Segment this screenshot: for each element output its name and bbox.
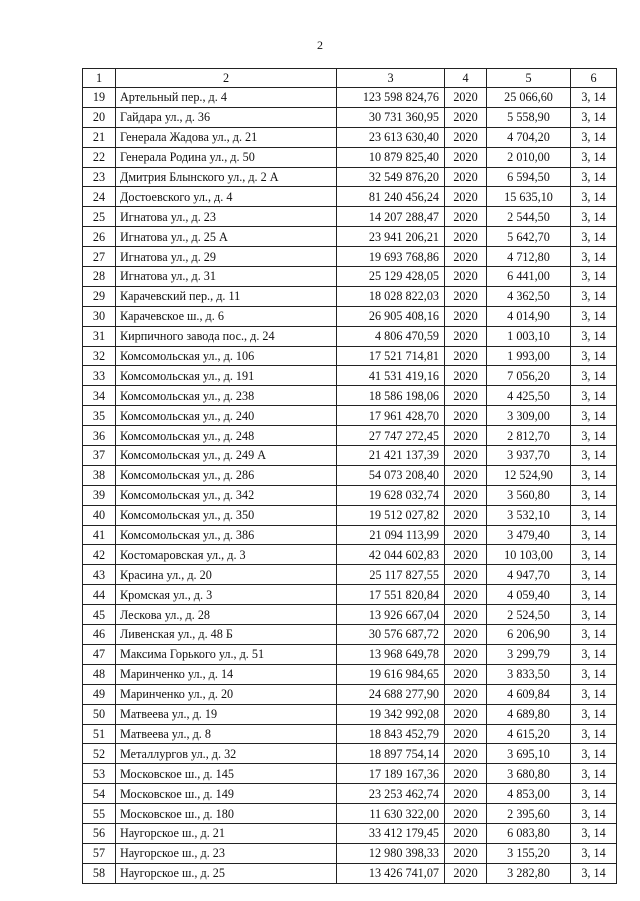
header-col-2: 2 (116, 69, 337, 88)
code-cell: 3, 14 (571, 724, 617, 744)
address-cell: Комсомольская ул., д. 249 А (116, 446, 337, 466)
row-number-cell: 19 (83, 88, 116, 108)
cost-cell: 25 117 827,55 (337, 565, 445, 585)
area-cell: 4 947,70 (487, 565, 571, 585)
row-number-cell: 45 (83, 605, 116, 625)
address-cell: Генерала Родина ул., д. 50 (116, 147, 337, 167)
year-cell: 2020 (445, 207, 487, 227)
code-cell: 3, 14 (571, 107, 617, 127)
table-row (83, 107, 617, 127)
year-cell: 2020 (445, 406, 487, 426)
table-row (83, 744, 617, 764)
header-col-6: 6 (571, 69, 617, 88)
address-cell: Красина ул., д. 20 (116, 565, 337, 585)
code-cell: 3, 14 (571, 306, 617, 326)
year-cell: 2020 (445, 764, 487, 784)
cost-cell: 17 961 428,70 (337, 406, 445, 426)
code-cell: 3, 14 (571, 585, 617, 605)
code-cell: 3, 14 (571, 804, 617, 824)
area-cell: 5 558,90 (487, 107, 571, 127)
row-number-cell: 26 (83, 227, 116, 247)
address-cell: Карачевский пер., д. 11 (116, 286, 337, 306)
code-cell: 3, 14 (571, 286, 617, 306)
code-cell: 3, 14 (571, 88, 617, 108)
table-row (83, 585, 617, 605)
address-table (82, 68, 617, 884)
row-number-cell: 42 (83, 545, 116, 565)
cost-cell: 13 926 667,04 (337, 605, 445, 625)
row-number-cell: 38 (83, 465, 116, 485)
area-cell: 4 425,50 (487, 386, 571, 406)
year-cell: 2020 (445, 684, 487, 704)
table-row (83, 167, 617, 187)
table-row (83, 88, 617, 108)
cost-cell: 19 512 027,82 (337, 505, 445, 525)
area-cell: 3 309,00 (487, 406, 571, 426)
address-cell: Московское ш., д. 145 (116, 764, 337, 784)
year-cell: 2020 (445, 465, 487, 485)
cost-cell: 54 073 208,40 (337, 465, 445, 485)
address-cell: Комсомольская ул., д. 191 (116, 366, 337, 386)
cost-cell: 25 129 428,05 (337, 267, 445, 287)
row-number-cell: 24 (83, 187, 116, 207)
cost-cell: 18 897 754,14 (337, 744, 445, 764)
cost-cell: 21 094 113,99 (337, 525, 445, 545)
area-cell: 3 299,79 (487, 644, 571, 664)
address-cell: Игнатова ул., д. 31 (116, 267, 337, 287)
year-cell: 2020 (445, 286, 487, 306)
table-row (83, 545, 617, 565)
year-cell: 2020 (445, 545, 487, 565)
address-cell: Карачевское ш., д. 6 (116, 306, 337, 326)
year-cell: 2020 (445, 724, 487, 744)
address-cell: Костомаровская ул., д. 3 (116, 545, 337, 565)
cost-cell: 81 240 456,24 (337, 187, 445, 207)
cost-cell: 30 576 687,72 (337, 625, 445, 645)
table-row (83, 704, 617, 724)
table-row (83, 525, 617, 545)
area-cell: 3 479,40 (487, 525, 571, 545)
year-cell: 2020 (445, 784, 487, 804)
cost-cell: 123 598 824,76 (337, 88, 445, 108)
address-cell: Лескова ул., д. 28 (116, 605, 337, 625)
address-cell: Маринченко ул., д. 20 (116, 684, 337, 704)
cost-cell: 41 531 419,16 (337, 366, 445, 386)
table-row (83, 286, 617, 306)
table-row (83, 227, 617, 247)
cost-cell: 21 421 137,39 (337, 446, 445, 466)
cost-cell: 19 616 984,65 (337, 664, 445, 684)
table-row (83, 446, 617, 466)
code-cell: 3, 14 (571, 485, 617, 505)
area-cell: 4 014,90 (487, 306, 571, 326)
year-cell: 2020 (445, 167, 487, 187)
area-cell: 2 812,70 (487, 426, 571, 446)
code-cell: 3, 14 (571, 346, 617, 366)
code-cell: 3, 14 (571, 505, 617, 525)
cost-cell: 24 688 277,90 (337, 684, 445, 704)
code-cell: 3, 14 (571, 863, 617, 883)
year-cell: 2020 (445, 386, 487, 406)
table-row (83, 605, 617, 625)
code-cell: 3, 14 (571, 187, 617, 207)
code-cell: 3, 14 (571, 625, 617, 645)
row-number-cell: 44 (83, 585, 116, 605)
year-cell: 2020 (445, 565, 487, 585)
address-cell: Игнатова ул., д. 25 А (116, 227, 337, 247)
row-number-cell: 48 (83, 664, 116, 684)
year-cell: 2020 (445, 426, 487, 446)
address-cell: Комсомольская ул., д. 238 (116, 386, 337, 406)
table-row (83, 147, 617, 167)
year-cell: 2020 (445, 446, 487, 466)
row-number-cell: 27 (83, 247, 116, 267)
code-cell: 3, 14 (571, 664, 617, 684)
cost-cell: 17 189 167,36 (337, 764, 445, 784)
cost-cell: 19 693 768,86 (337, 247, 445, 267)
code-cell: 3, 14 (571, 843, 617, 863)
area-cell: 4 059,40 (487, 585, 571, 605)
row-number-cell: 55 (83, 804, 116, 824)
table-row (83, 823, 617, 843)
address-cell: Матвеева ул., д. 8 (116, 724, 337, 744)
year-cell: 2020 (445, 843, 487, 863)
code-cell: 3, 14 (571, 366, 617, 386)
table-row (83, 724, 617, 744)
cost-cell: 42 044 602,83 (337, 545, 445, 565)
row-number-cell: 39 (83, 485, 116, 505)
code-cell: 3, 14 (571, 446, 617, 466)
address-cell: Комсомольская ул., д. 106 (116, 346, 337, 366)
address-cell: Комсомольская ул., д. 342 (116, 485, 337, 505)
table-row (83, 625, 617, 645)
code-cell: 3, 14 (571, 684, 617, 704)
address-cell: Комсомольская ул., д. 386 (116, 525, 337, 545)
cost-cell: 17 551 820,84 (337, 585, 445, 605)
year-cell: 2020 (445, 863, 487, 883)
area-cell: 3 282,80 (487, 863, 571, 883)
table-row (83, 306, 617, 326)
code-cell: 3, 14 (571, 545, 617, 565)
year-cell: 2020 (445, 804, 487, 824)
table-row (83, 804, 617, 824)
row-number-cell: 57 (83, 843, 116, 863)
address-cell: Достоевского ул., д. 4 (116, 187, 337, 207)
code-cell: 3, 14 (571, 644, 617, 664)
table-row (83, 565, 617, 585)
address-cell: Комсомольская ул., д. 240 (116, 406, 337, 426)
code-cell: 3, 14 (571, 744, 617, 764)
code-cell: 3, 14 (571, 704, 617, 724)
address-cell: Игнатова ул., д. 29 (116, 247, 337, 267)
code-cell: 3, 14 (571, 207, 617, 227)
address-cell: Кромская ул., д. 3 (116, 585, 337, 605)
year-cell: 2020 (445, 744, 487, 764)
area-cell: 3 937,70 (487, 446, 571, 466)
table-row (83, 843, 617, 863)
row-number-cell: 21 (83, 127, 116, 147)
cost-cell: 23 941 206,21 (337, 227, 445, 247)
code-cell: 3, 14 (571, 267, 617, 287)
cost-cell: 14 207 288,47 (337, 207, 445, 227)
area-cell: 6 206,90 (487, 625, 571, 645)
table-row (83, 326, 617, 346)
row-number-cell: 49 (83, 684, 116, 704)
area-cell: 1 993,00 (487, 346, 571, 366)
header-col-1: 1 (83, 69, 116, 88)
table-row (83, 664, 617, 684)
code-cell: 3, 14 (571, 326, 617, 346)
code-cell: 3, 14 (571, 247, 617, 267)
row-number-cell: 51 (83, 724, 116, 744)
year-cell: 2020 (445, 505, 487, 525)
cost-cell: 17 521 714,81 (337, 346, 445, 366)
address-cell: Наугорское ш., д. 21 (116, 823, 337, 843)
table-row (83, 267, 617, 287)
address-cell: Комсомольская ул., д. 350 (116, 505, 337, 525)
header-col-5: 5 (487, 69, 571, 88)
area-cell: 3 695,10 (487, 744, 571, 764)
code-cell: 3, 14 (571, 227, 617, 247)
address-cell: Ливенская ул., д. 48 Б (116, 625, 337, 645)
year-cell: 2020 (445, 127, 487, 147)
year-cell: 2020 (445, 326, 487, 346)
cost-cell: 4 806 470,59 (337, 326, 445, 346)
address-cell: Артельный пер., д. 4 (116, 88, 337, 108)
address-cell: Маринченко ул., д. 14 (116, 664, 337, 684)
table-row (83, 366, 617, 386)
table-body (83, 88, 617, 884)
header-row (83, 69, 617, 88)
area-cell: 4 853,00 (487, 784, 571, 804)
row-number-cell: 52 (83, 744, 116, 764)
row-number-cell: 30 (83, 306, 116, 326)
cost-cell: 13 426 741,07 (337, 863, 445, 883)
cost-cell: 19 628 032,74 (337, 485, 445, 505)
cost-cell: 27 747 272,45 (337, 426, 445, 446)
area-cell: 25 066,60 (487, 88, 571, 108)
cost-cell: 13 968 649,78 (337, 644, 445, 664)
area-cell: 4 704,20 (487, 127, 571, 147)
row-number-cell: 33 (83, 366, 116, 386)
area-cell: 5 642,70 (487, 227, 571, 247)
year-cell: 2020 (445, 107, 487, 127)
address-cell: Комсомольская ул., д. 286 (116, 465, 337, 485)
address-cell: Московское ш., д. 149 (116, 784, 337, 804)
cost-cell: 10 879 825,40 (337, 147, 445, 167)
year-cell: 2020 (445, 823, 487, 843)
row-number-cell: 56 (83, 823, 116, 843)
cost-cell: 23 613 630,40 (337, 127, 445, 147)
row-number-cell: 20 (83, 107, 116, 127)
table-row (83, 207, 617, 227)
row-number-cell: 40 (83, 505, 116, 525)
code-cell: 3, 14 (571, 465, 617, 485)
area-cell: 15 635,10 (487, 187, 571, 207)
area-cell: 2 524,50 (487, 605, 571, 625)
address-cell: Матвеева ул., д. 19 (116, 704, 337, 724)
cost-cell: 11 630 322,00 (337, 804, 445, 824)
row-number-cell: 32 (83, 346, 116, 366)
row-number-cell: 58 (83, 863, 116, 883)
cost-cell: 19 342 992,08 (337, 704, 445, 724)
cost-cell: 32 549 876,20 (337, 167, 445, 187)
row-number-cell: 53 (83, 764, 116, 784)
year-cell: 2020 (445, 88, 487, 108)
code-cell: 3, 14 (571, 406, 617, 426)
area-cell: 2 544,50 (487, 207, 571, 227)
year-cell: 2020 (445, 247, 487, 267)
area-cell: 7 056,20 (487, 366, 571, 386)
table-row (83, 863, 617, 883)
row-number-cell: 50 (83, 704, 116, 724)
row-number-cell: 43 (83, 565, 116, 585)
year-cell: 2020 (445, 664, 487, 684)
cost-cell: 30 731 360,95 (337, 107, 445, 127)
address-cell: Дмитрия Блынского ул., д. 2 А (116, 167, 337, 187)
area-cell: 10 103,00 (487, 545, 571, 565)
area-cell: 4 609,84 (487, 684, 571, 704)
row-number-cell: 47 (83, 644, 116, 664)
year-cell: 2020 (445, 605, 487, 625)
year-cell: 2020 (445, 625, 487, 645)
row-number-cell: 29 (83, 286, 116, 306)
year-cell: 2020 (445, 267, 487, 287)
cost-cell: 12 980 398,33 (337, 843, 445, 863)
cost-cell: 26 905 408,16 (337, 306, 445, 326)
row-number-cell: 37 (83, 446, 116, 466)
table-row (83, 505, 617, 525)
area-cell: 6 594,50 (487, 167, 571, 187)
page-number: 2 (317, 38, 323, 52)
row-number-cell: 35 (83, 406, 116, 426)
table-row (83, 485, 617, 505)
table-row (83, 187, 617, 207)
year-cell: 2020 (445, 366, 487, 386)
row-number-cell: 41 (83, 525, 116, 545)
area-cell: 3 532,10 (487, 505, 571, 525)
cost-cell: 23 253 462,74 (337, 784, 445, 804)
code-cell: 3, 14 (571, 147, 617, 167)
code-cell: 3, 14 (571, 426, 617, 446)
table-row (83, 684, 617, 704)
cost-cell: 33 412 179,45 (337, 823, 445, 843)
table-row (83, 346, 617, 366)
address-cell: Кирпичного завода пос., д. 24 (116, 326, 337, 346)
year-cell: 2020 (445, 525, 487, 545)
table-row (83, 426, 617, 446)
cost-cell: 18 028 822,03 (337, 286, 445, 306)
address-cell: Игнатова ул., д. 23 (116, 207, 337, 227)
year-cell: 2020 (445, 704, 487, 724)
row-number-cell: 22 (83, 147, 116, 167)
year-cell: 2020 (445, 147, 487, 167)
address-cell: Московское ш., д. 180 (116, 804, 337, 824)
code-cell: 3, 14 (571, 764, 617, 784)
header-col-4: 4 (445, 69, 487, 88)
row-number-cell: 54 (83, 784, 116, 804)
address-cell: Гайдара ул., д. 36 (116, 107, 337, 127)
code-cell: 3, 14 (571, 127, 617, 147)
code-cell: 3, 14 (571, 605, 617, 625)
row-number-cell: 46 (83, 625, 116, 645)
area-cell: 4 362,50 (487, 286, 571, 306)
table-row (83, 465, 617, 485)
code-cell: 3, 14 (571, 386, 617, 406)
address-cell: Генерала Жадова ул., д. 21 (116, 127, 337, 147)
area-cell: 4 615,20 (487, 724, 571, 744)
row-number-cell: 23 (83, 167, 116, 187)
area-cell: 1 003,10 (487, 326, 571, 346)
address-cell: Максима Горького ул., д. 51 (116, 644, 337, 664)
area-cell: 3 560,80 (487, 485, 571, 505)
table-row (83, 406, 617, 426)
area-cell: 3 833,50 (487, 664, 571, 684)
row-number-cell: 34 (83, 386, 116, 406)
address-cell: Наугорское ш., д. 23 (116, 843, 337, 863)
table-row (83, 127, 617, 147)
address-cell: Металлургов ул., д. 32 (116, 744, 337, 764)
table-row (83, 764, 617, 784)
area-cell: 4 689,80 (487, 704, 571, 724)
year-cell: 2020 (445, 644, 487, 664)
area-cell: 6 083,80 (487, 823, 571, 843)
row-number-cell: 25 (83, 207, 116, 227)
area-cell: 6 441,00 (487, 267, 571, 287)
year-cell: 2020 (445, 585, 487, 605)
code-cell: 3, 14 (571, 565, 617, 585)
year-cell: 2020 (445, 187, 487, 207)
code-cell: 3, 14 (571, 525, 617, 545)
year-cell: 2020 (445, 346, 487, 366)
year-cell: 2020 (445, 306, 487, 326)
address-cell: Комсомольская ул., д. 248 (116, 426, 337, 446)
row-number-cell: 28 (83, 267, 116, 287)
row-number-cell: 36 (83, 426, 116, 446)
area-cell: 12 524,90 (487, 465, 571, 485)
area-cell: 3 680,80 (487, 764, 571, 784)
table-header (83, 69, 617, 88)
cost-cell: 18 586 198,06 (337, 386, 445, 406)
table-row (83, 247, 617, 267)
code-cell: 3, 14 (571, 823, 617, 843)
area-cell: 3 155,20 (487, 843, 571, 863)
address-cell: Наугорское ш., д. 25 (116, 863, 337, 883)
area-cell: 2 395,60 (487, 804, 571, 824)
header-col-3: 3 (337, 69, 445, 88)
code-cell: 3, 14 (571, 167, 617, 187)
area-cell: 4 712,80 (487, 247, 571, 267)
year-cell: 2020 (445, 485, 487, 505)
cost-cell: 18 843 452,79 (337, 724, 445, 744)
table-row (83, 644, 617, 664)
table-row (83, 386, 617, 406)
code-cell: 3, 14 (571, 784, 617, 804)
year-cell: 2020 (445, 227, 487, 247)
area-cell: 2 010,00 (487, 147, 571, 167)
row-number-cell: 31 (83, 326, 116, 346)
table-row (83, 784, 617, 804)
